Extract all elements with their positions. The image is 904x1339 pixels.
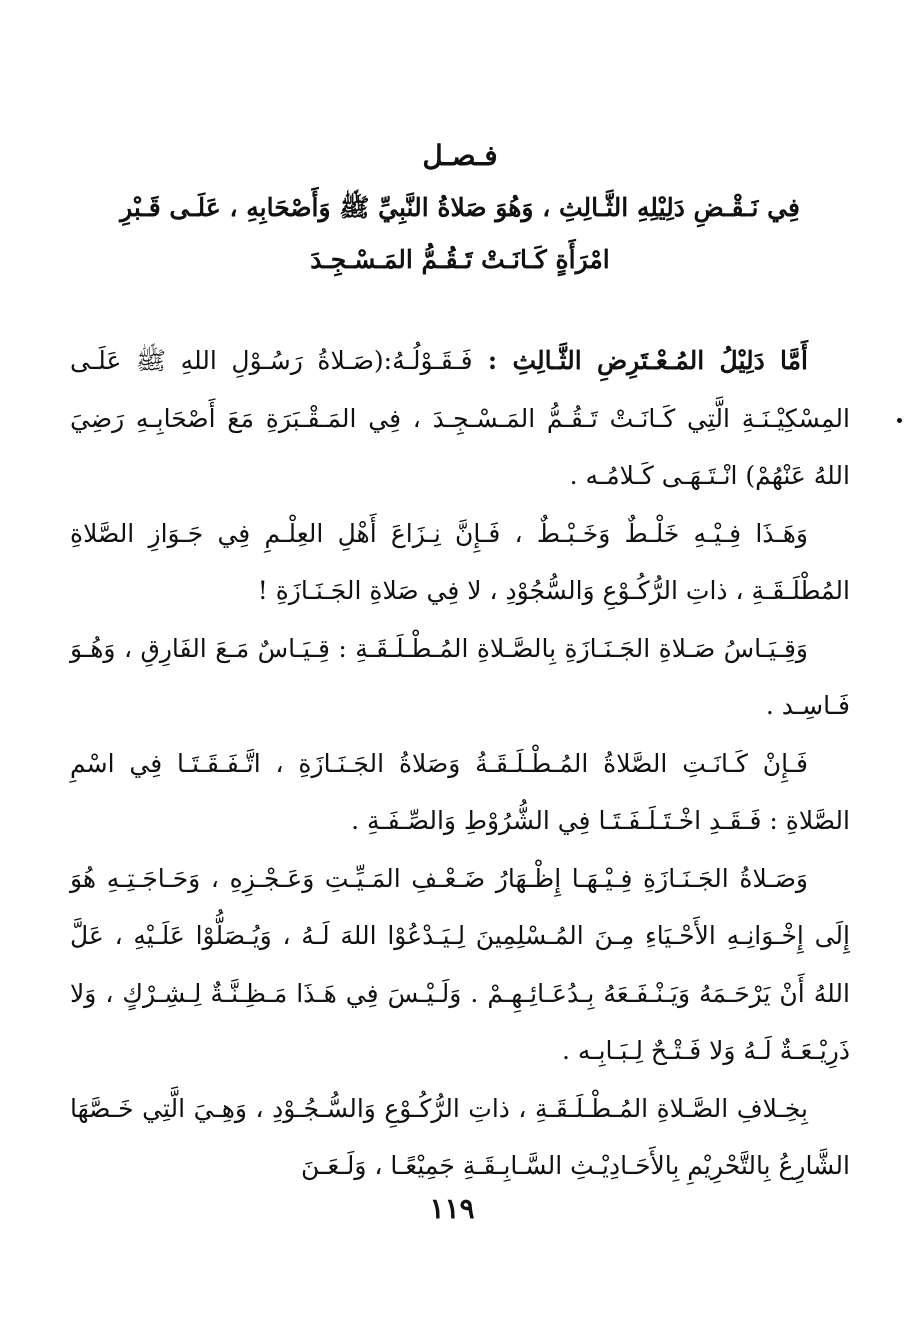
paragraph-lead: أَمَّا دَلِيْلُ المُـعْـتَرِضِ الثَّـالِثِ : bbox=[472, 346, 808, 375]
paragraph-1 bbox=[70, 332, 850, 505]
section-subtitle-line-2: امْرَأَةٍ كَـانَـتْ تَـقُـمُّ المَـسْـجِـدَ bbox=[310, 245, 610, 274]
paragraph-4 bbox=[70, 735, 850, 850]
document-page bbox=[70, 130, 850, 1195]
page-number: ١١٩ bbox=[429, 1192, 475, 1225]
paragraph-text: فَـقَـوْلُـهُ:(صَـلاةُ رَسُـوْلِ اللهِ ﷺ عَلَـى المِسْكِيْـنَـةِ الَّتِي كَـانَـتْ تَـقُـمُّ المَـسْـجِـدَ ، فِي المَـقْـبَرَةِ مَعَ أَصْحَابِـهِ رَضِيَ اللهُ عَنْهُمْ) انْـتَـهَـى كَـلامُـه . bbox=[70, 346, 850, 490]
paragraph-6 bbox=[70, 1080, 850, 1195]
paragraph-text: وَقِـيَـاسُ صَـلاةِ الجَـنَـازَةِ بِالصَّـلاةِ المُـطْـلَـقَـةِ : قِـيَـاسٌ مَـعَ الفَارِقِ ، وَهُـوَ فَـاسِـد . bbox=[70, 633, 850, 720]
paragraph-text: وَصَـلاةُ الجَـنَـازَةِ فِـيْـهَـا إِظْـهَارُ ضَـعْـفِ المَـيِّـتِ وَعَـجْـزِهِ ، وَحَـاجَـتِـهِ هُوَ إِلَى إِخْـوَانِـهِ الأَحْـيَاءِ مِـنَ المُـسْلِمِينَ لِـيَـدْعُوْا اللهَ لَـهُ ، وَيُـصَلُّوْا عَلَـيْهِ ، عَلَّ اللهُ أَنْ يَرْحَـمَهُ وَيَـنْـفَـعَهُ بِـدُعَـائِـهِـمْ . وَلَـيْـسَ فِي هَـذَا مَـظِـنَّـةٌ لِـشِـرْكٍ ، وَلا ذَرِيْـعَـةٌ لَـهُ وَلا فَـتْـحٌ لِـبَـابِـه . bbox=[70, 863, 850, 1065]
paragraph-5 bbox=[70, 850, 850, 1080]
body-text bbox=[70, 332, 850, 1195]
section-title: فـصـل bbox=[422, 139, 498, 172]
margin-dot-mark bbox=[897, 418, 902, 423]
paragraph-2 bbox=[70, 505, 850, 620]
section-subtitle-line-1: فِي نَـقْـضِ دَلِيْلِهِ الثَّـالِثِ ، وَهُوَ صَلاةُ النَّبِيِّ ﷺ وَأَصْحَابِهِ ، عَلَـى قَـبْرِ bbox=[120, 193, 800, 222]
paragraph-text: وَهَـذَا فِـيْـهِ خَلْـطٌ وَخَـبْـطٌ ، فَـإِنَّ نِـزَاعَ أَهْلِ العِلْـمِ فِي جَـوَازِ الصَّلاةِ المُطْلَـقَـةِ ، ذاتِ الرُّكُـوْعِ وَالسُّجُوْدِ ، لا فِي صَلاةِ الجَـنَـازَةِ ! bbox=[70, 518, 850, 605]
paragraph-text: بِخِـلافِ الصَّـلاةِ المُـطْـلَـقَـةِ ، ذاتِ الرُّكُـوْعِ وَالسُّـجُـوْدِ ، وَهِـيَ الَّتِي خَـصَّهَا الشَّارِعُ بِالتَّحْرِيْمِ بِالأَحَـادِيْـثِ السَّـابِـقَـةِ جَمِيْعًـا ، وَلَـعَـنَ bbox=[70, 1093, 850, 1180]
paragraph-3 bbox=[70, 620, 850, 735]
paragraph-text: فَـإِنْ كَـانَـتِ الصَّلاةُ المُـطْـلَـقَـةُ وَصَلاةُ الجَـنَـازَةِ ، اتَّـفَـقَـتَـا فِي اسْمِ الصَّلاةِ : فَـقَـدِ اخْـتَـلَـفَـتَـا فِي الشُّرُوْطِ وَالصِّـفَـةِ . bbox=[70, 748, 850, 835]
section-heading bbox=[70, 130, 850, 286]
